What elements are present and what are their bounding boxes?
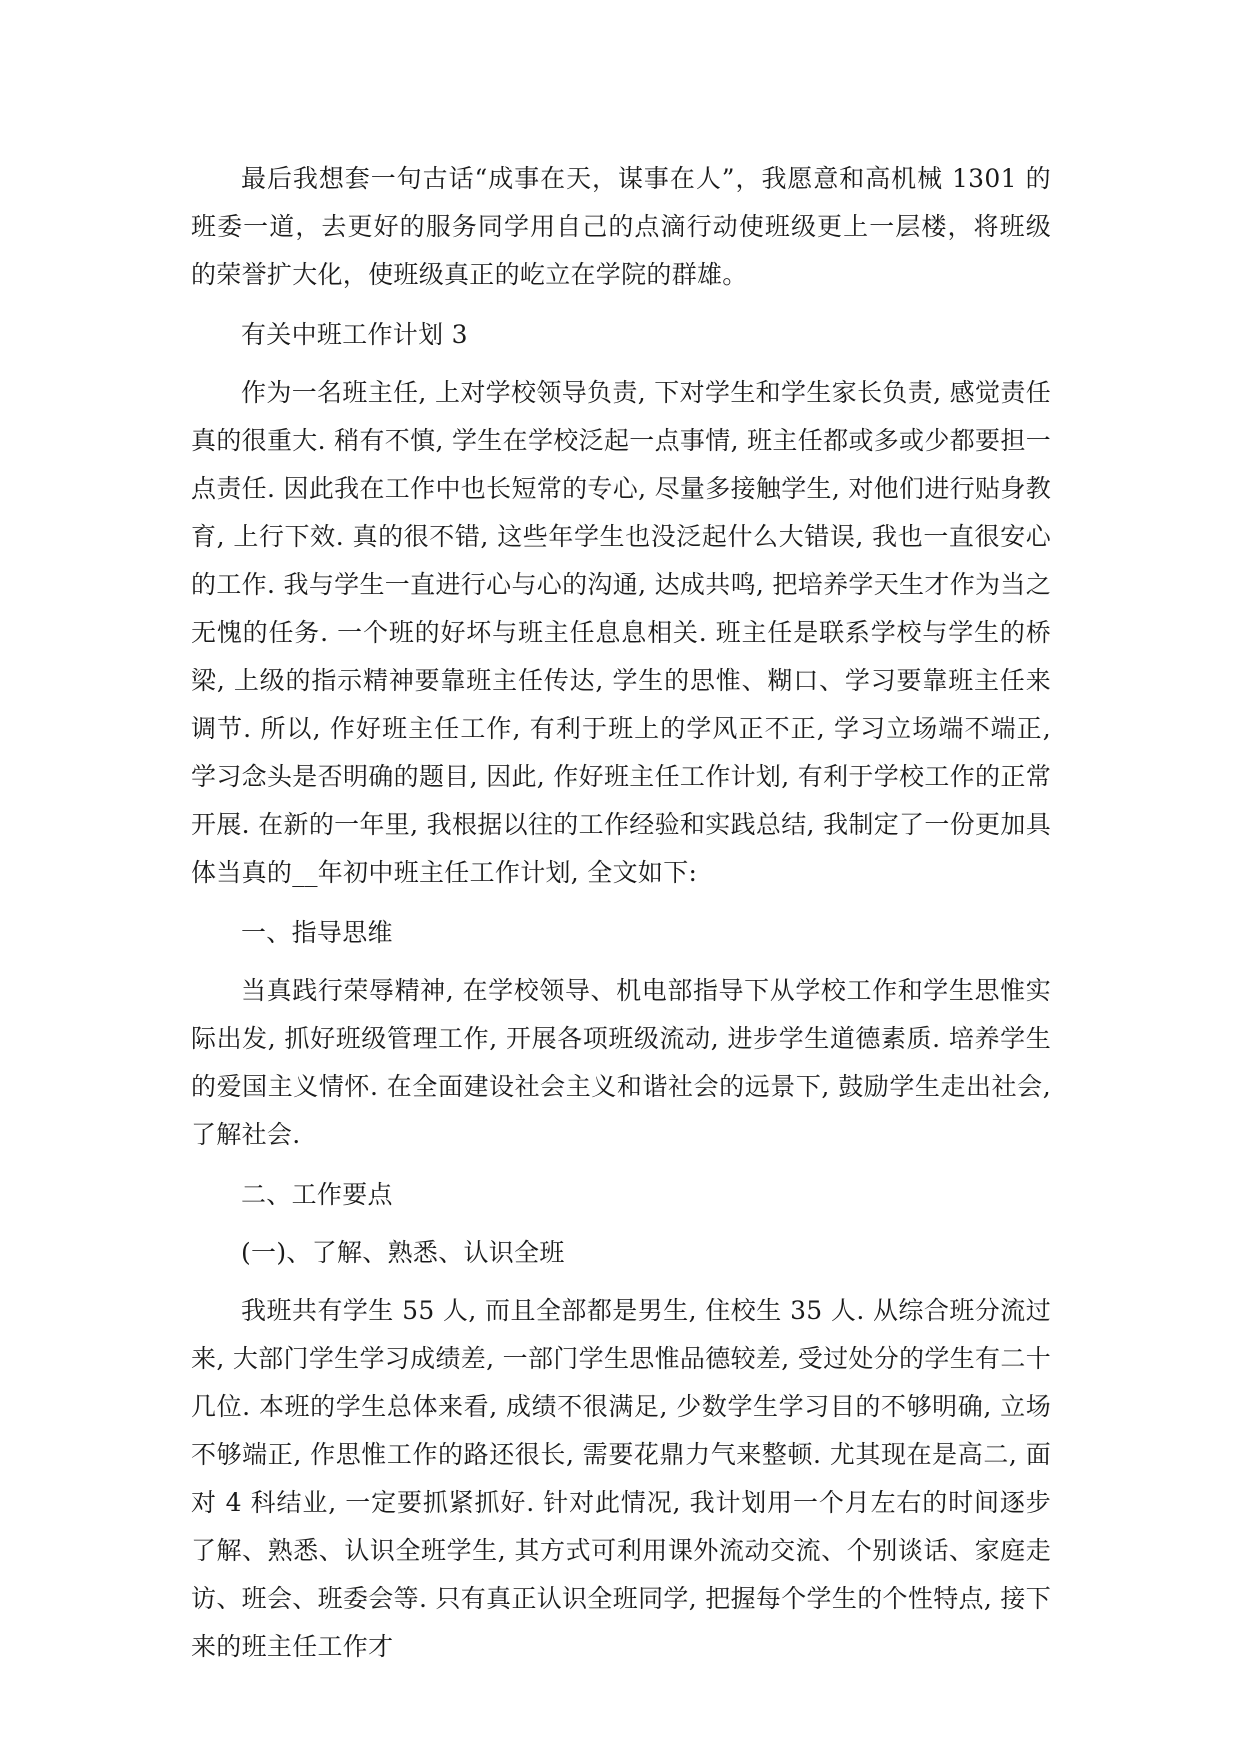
paragraph-class-overview: 我班共有学生 55 人, 而且全部都是男生, 住校生 35 人. 从综合班分流过来, 大部门学生学习成绩差, 一部门学生思惟品德较差, 受过处分的学生有二十几位. 本班的学生总体来看, 成绩不很满足, 少数学生学习目的不够明确, 立场不够端正, 作思惟工作的路还很长, 需要花鼎力气来整顿. 尤其现在是高二, 面对 4 科结业, 一定要抓紧抓好. 针对此情况, 我计划用一个月左右的时间逐步了解、熟悉、认识全班学生, 其方式可利用课外流动交流、个别谈话、家庭走访、班会、班委会等. 只有真正认识全班同学, 把握每个学生的个性特点, 接下来的班主任工作才: [191, 1296, 1051, 1661]
paragraph-guiding-thought: 当真践行荣辱精神, 在学校领导、机电部指导下从学校工作和学生思惟实际出发, 抓好班级管理工作, 开展各项班级流动, 进步学生道德素质. 培养学生的爱国主义情怀. 在全面建设社会主义和谐社会的远景下, 鼓励学生走出社会, 了解社会.: [191, 976, 1051, 1149]
document-body: [191, 155, 1051, 1683]
paragraph-introduction: 作为一名班主任, 上对学校领导负责, 下对学生和学生家长负责, 感觉责任真的很重大. 稍有不慎, 学生在学校泛起一点事情, 班主任都或多或少都要担一点责任. 因此我在工作中也长短常的专心, 尽量多接触学生, 对他们进行贴身教育, 上行下效. 真的很不错, 这些年学生也没泛起什么大错误, 我也一直很安心的工作. 我与学生一直进行心与心的沟通, 达成共鸣, 把培养学天生才作为当之无愧的任务. 一个班的好坏与班主任息息相关. 班主任是联系学校与学生的桥梁, 上级的指示精神要靠班主任传达, 学生的思惟、糊口、学习要靠班主任来调节. 所以, 作好班主任工作, 有利于班上的学风正不正, 学习立场端不端正, 学习念头是否明确的题目, 因此, 作好班主任工作计划, 有利于学校工作的正常开展. 在新的一年里, 我根据以往的工作经验和实践总结, 我制定了一份更加具体当真的__年初中班主任工作计划, 全文如下:: [191, 378, 1051, 887]
paragraph-closing-remark: 最后我想套一句古话“成事在天，谋事在人”，我愿意和高机械 1301 的班委一道，去更好的服务同学用自己的点滴行动使班级更上一层楼，将班级的荣誉扩大化，使班级真正的屹立在学院的群雄。: [191, 164, 1051, 289]
section-title: 有关中班工作计划 3: [241, 320, 468, 349]
heading-guiding-thought: 一、指导思维: [241, 918, 393, 947]
heading-work-points: 二、工作要点: [241, 1180, 393, 1209]
subheading-know-class: (一)、了解、熟悉、认识全班: [241, 1238, 565, 1267]
